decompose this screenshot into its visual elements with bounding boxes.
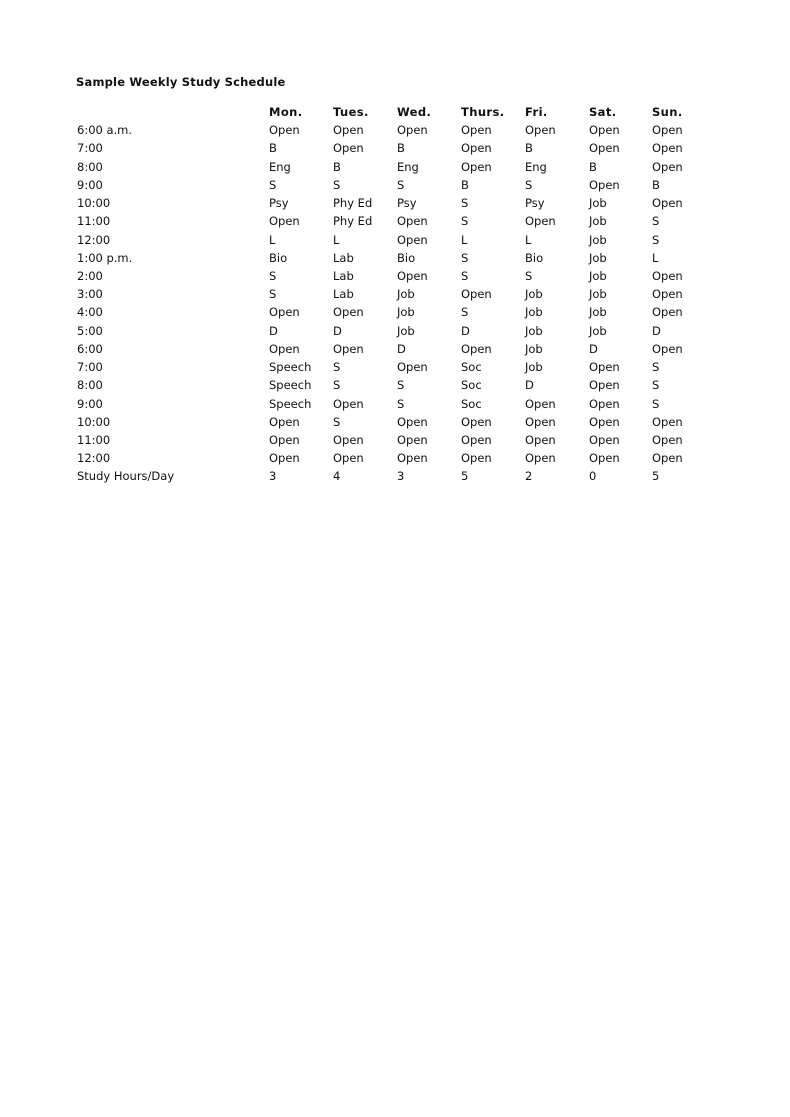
row-label: 11:00 [77, 432, 111, 447]
table-cell: Job [589, 250, 607, 265]
table-cell: Open [461, 432, 492, 447]
table-cell: Eng [397, 159, 419, 174]
table-cell: Open [397, 214, 428, 229]
table-cell: L [652, 250, 659, 265]
table-cell: Open [269, 214, 300, 229]
table-cell: S [461, 196, 469, 211]
table-cell: L [269, 232, 276, 247]
table-cell: Job [589, 268, 607, 283]
table-cell: Job [397, 305, 415, 320]
table-cell: Open [525, 123, 556, 138]
table-cell: Open [397, 360, 428, 375]
table-cell: Job [525, 323, 543, 338]
table-cell: Open [461, 123, 492, 138]
table-cell: Open [397, 451, 428, 466]
document-title: Sample Weekly Study Schedule [76, 75, 286, 89]
row-label: 11:00 [77, 214, 111, 229]
table-cell: Open [652, 451, 683, 466]
table-cell: Open [652, 341, 683, 356]
column-header: Thurs. [461, 105, 505, 119]
table-cell: S [333, 378, 341, 393]
table-cell: Soc [461, 378, 482, 393]
table-cell: 5 [652, 469, 660, 484]
table-cell: Open [333, 341, 364, 356]
column-header: Tues. [333, 105, 369, 119]
table-cell: D [652, 323, 661, 338]
row-label: 8:00 [77, 378, 103, 393]
table-cell: D [589, 341, 598, 356]
row-label: 6:00 a.m. [77, 123, 133, 138]
table-cell: B [652, 177, 660, 192]
table-cell: Lab [333, 250, 354, 265]
table-cell: S [652, 378, 660, 393]
table-cell: Bio [397, 250, 416, 265]
table-cell: Open [461, 414, 492, 429]
table-cell: Job [589, 287, 607, 302]
table-cell: Open [589, 451, 620, 466]
table-cell: Soc [461, 360, 482, 375]
table-cell: Open [589, 396, 620, 411]
table-cell: Open [461, 341, 492, 356]
table-cell: 5 [461, 469, 469, 484]
table-cell: S [461, 214, 469, 229]
row-label: 6:00 [77, 341, 103, 356]
row-label: 8:00 [77, 159, 103, 174]
table-cell: Job [525, 360, 543, 375]
table-cell: Open [269, 305, 300, 320]
table-cell: Job [589, 232, 607, 247]
table-cell: Open [589, 177, 620, 192]
table-cell: Open [525, 414, 556, 429]
table-cell: Job [397, 323, 415, 338]
table-cell: S [333, 414, 341, 429]
table-cell: Open [269, 123, 300, 138]
table-cell: Open [461, 287, 492, 302]
table-cell: Open [589, 360, 620, 375]
column-header: Mon. [269, 105, 303, 119]
row-label: 9:00 [77, 396, 103, 411]
table-cell: Open [269, 451, 300, 466]
table-cell: Bio [269, 250, 288, 265]
table-cell: Job [589, 196, 607, 211]
table-cell: Job [589, 305, 607, 320]
table-cell: Speech [269, 378, 312, 393]
table-cell: Lab [333, 287, 354, 302]
table-cell: Open [589, 141, 620, 156]
table-cell: Open [269, 341, 300, 356]
table-cell: Open [652, 414, 683, 429]
table-cell: 4 [333, 469, 341, 484]
table-cell: S [269, 177, 277, 192]
row-label: 1:00 p.m. [77, 250, 133, 265]
row-label: 5:00 [77, 323, 103, 338]
table-cell: Open [333, 123, 364, 138]
table-cell: Open [652, 196, 683, 211]
table-cell: 3 [269, 469, 277, 484]
table-cell: Open [652, 268, 683, 283]
table-cell: Phy Ed [333, 214, 373, 229]
table-cell: Open [397, 268, 428, 283]
table-cell: Open [589, 123, 620, 138]
table-cell: S [269, 287, 277, 302]
table-cell: B [397, 141, 405, 156]
table-cell: Open [525, 396, 556, 411]
table-cell: Job [589, 323, 607, 338]
table-cell: S [397, 396, 405, 411]
table-cell: D [333, 323, 342, 338]
table-cell: Speech [269, 396, 312, 411]
table-cell: D [397, 341, 406, 356]
table-cell: Job [589, 214, 607, 229]
table-cell: B [269, 141, 277, 156]
row-label: 3:00 [77, 287, 103, 302]
row-label: 10:00 [77, 196, 111, 211]
table-cell: Open [333, 141, 364, 156]
table-cell: Open [525, 432, 556, 447]
table-cell: Eng [525, 159, 547, 174]
table-cell: Open [269, 414, 300, 429]
table-cell: 2 [525, 469, 533, 484]
table-cell: Open [269, 432, 300, 447]
table-cell: B [525, 141, 533, 156]
table-cell: Job [525, 341, 543, 356]
column-header: Wed. [397, 105, 432, 119]
table-cell: D [461, 323, 470, 338]
table-cell: L [525, 232, 532, 247]
row-label: 10:00 [77, 414, 111, 429]
table-cell: L [461, 232, 468, 247]
table-cell: Open [397, 232, 428, 247]
table-cell: Open [461, 159, 492, 174]
table-cell: Open [589, 432, 620, 447]
table-cell: Open [652, 141, 683, 156]
table-cell: B [333, 159, 341, 174]
table-cell: Open [652, 159, 683, 174]
table-cell: L [333, 232, 340, 247]
table-cell: Open [397, 123, 428, 138]
table-cell: S [652, 214, 660, 229]
table-cell: S [461, 268, 469, 283]
table-cell: S [652, 232, 660, 247]
row-label: 4:00 [77, 305, 103, 320]
table-cell: B [589, 159, 597, 174]
table-cell: Open [589, 414, 620, 429]
table-cell: S [525, 177, 533, 192]
table-cell: S [397, 177, 405, 192]
row-label: 9:00 [77, 177, 103, 192]
table-cell: Open [525, 451, 556, 466]
table-cell: Eng [269, 159, 291, 174]
table-cell: Open [333, 305, 364, 320]
row-label: 12:00 [77, 451, 111, 466]
table-cell: B [461, 177, 469, 192]
table-cell: Open [589, 378, 620, 393]
column-header: Sun. [652, 105, 683, 119]
table-cell: Open [397, 414, 428, 429]
table-cell: S [333, 177, 341, 192]
table-cell: Open [397, 432, 428, 447]
table-cell: Open [525, 214, 556, 229]
row-label: 2:00 [77, 268, 103, 283]
table-cell: S [525, 268, 533, 283]
column-header: Fri. [525, 105, 548, 119]
table-cell: S [269, 268, 277, 283]
table-cell: Bio [525, 250, 544, 265]
row-label: Study Hours/Day [77, 469, 175, 484]
table-cell: Open [652, 123, 683, 138]
table-cell: S [461, 250, 469, 265]
table-cell: S [333, 360, 341, 375]
table-cell: Psy [269, 196, 289, 211]
table-cell: Speech [269, 360, 312, 375]
table-cell: 3 [397, 469, 405, 484]
table-cell: Psy [397, 196, 417, 211]
table-cell: D [525, 378, 534, 393]
row-label: 7:00 [77, 141, 103, 156]
table-cell: S [652, 396, 660, 411]
table-cell: Phy Ed [333, 196, 373, 211]
table-cell: D [269, 323, 278, 338]
table-cell: Job [397, 287, 415, 302]
table-cell: Psy [525, 196, 545, 211]
row-label: 12:00 [77, 232, 111, 247]
table-cell: Open [652, 287, 683, 302]
table-cell: Lab [333, 268, 354, 283]
table-cell: Job [525, 305, 543, 320]
table-cell: Open [652, 305, 683, 320]
table-cell: S [461, 305, 469, 320]
table-cell: Job [525, 287, 543, 302]
column-header: Sat. [589, 105, 617, 119]
table-cell: S [652, 360, 660, 375]
table-cell: Open [333, 451, 364, 466]
row-label: 7:00 [77, 360, 103, 375]
table-cell: Open [652, 432, 683, 447]
table-cell: Open [333, 396, 364, 411]
table-cell: S [397, 378, 405, 393]
table-cell: 0 [589, 469, 597, 484]
table-cell: Open [333, 432, 364, 447]
table-cell: Open [461, 451, 492, 466]
table-cell: Soc [461, 396, 482, 411]
table-cell: Open [461, 141, 492, 156]
